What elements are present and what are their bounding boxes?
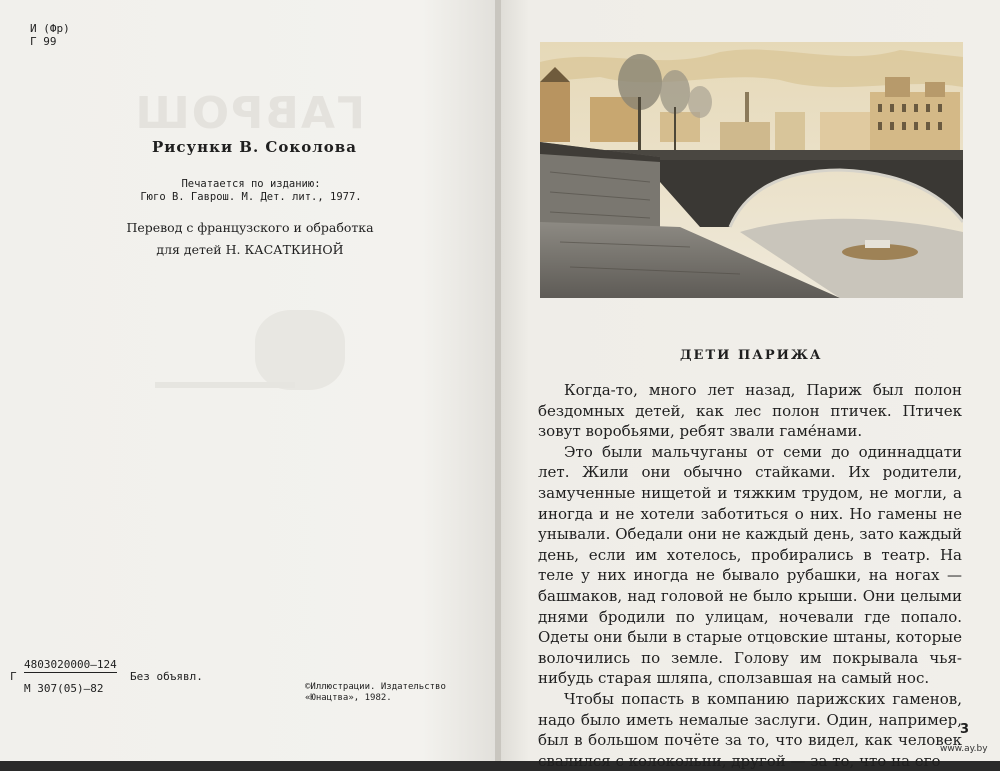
classification-code: [30, 22, 70, 48]
paragraph: Чтобы попасть в компанию парижских гаменов, надо было иметь немалые заслуги. Один, например, был в большом почёте за то, что видел, как человек свалился с колокольни, другой — за то, что на его: [538, 689, 962, 770]
edition-line: Печатается по изданию:: [181, 178, 321, 190]
page-number: 3: [960, 722, 970, 737]
edition-note: [131, 178, 371, 204]
copyright-note: [305, 682, 446, 704]
translation-line: Перевод с французского и обработка: [126, 220, 374, 235]
classification-line: И (Фр): [30, 22, 70, 35]
imprint-code-top: 4803020000—124: [24, 658, 117, 671]
chapter-body: [538, 380, 962, 771]
imprint-note: Без объявл.: [130, 670, 203, 683]
imprint-letter: Г: [10, 670, 17, 683]
paris-bridge-illustration: [540, 42, 963, 298]
imprint-code-bottom: М 307(05)—82: [24, 682, 104, 695]
copyright-line: «Юнацтва», 1982.: [305, 693, 392, 703]
edition-line: Гюго В. Гаврош. М. Дет. лит., 1977.: [140, 191, 362, 203]
show-through-text: ГАВРОШ: [133, 88, 365, 139]
chapter-title: ДЕТИ ПАРИЖА: [680, 348, 823, 363]
translation-line: для детей Н. КАСАТКИНОЙ: [156, 242, 344, 257]
copyright-line: ©Иллюстрации. Издательство: [305, 682, 446, 692]
book-gutter: [495, 0, 501, 761]
paragraph: Когда-то, много лет назад, Париж был полон бездомных детей, как лес полон птичек. Птичек зовут воробьями, ребят звали гаме́нами.: [538, 381, 962, 441]
translation-note: [120, 217, 380, 261]
watermark: www.ay.by: [940, 744, 988, 754]
paragraph: Это были мальчуганы от семи до одиннадцати лет. Жили они обычно стайками. Их родители, замученные нищетой и тяжким трудом, не могли, а иногда и не хотели заботиться о них. Но гамены не унывали. Обедали они не каждый день, зато каждый день, если им хотелось, пробирались в театр. На теле у них иногда не бывало рубашки, на ногах — башмаков, над головой не было крыши. Они целыми днями бродили по улицам, ночевали где попало. Одеты они были в старые отцовские штаны, которые волочились по земле. Голову им покрывала чья-нибудь старая шляпа, сползавшая на самый нос.: [538, 442, 962, 688]
classification-line: Г 99: [30, 35, 57, 48]
show-through-line: [155, 382, 295, 388]
illustrator-credit: Рисунки В. Соколова: [152, 138, 357, 156]
show-through-blot: [255, 310, 345, 390]
